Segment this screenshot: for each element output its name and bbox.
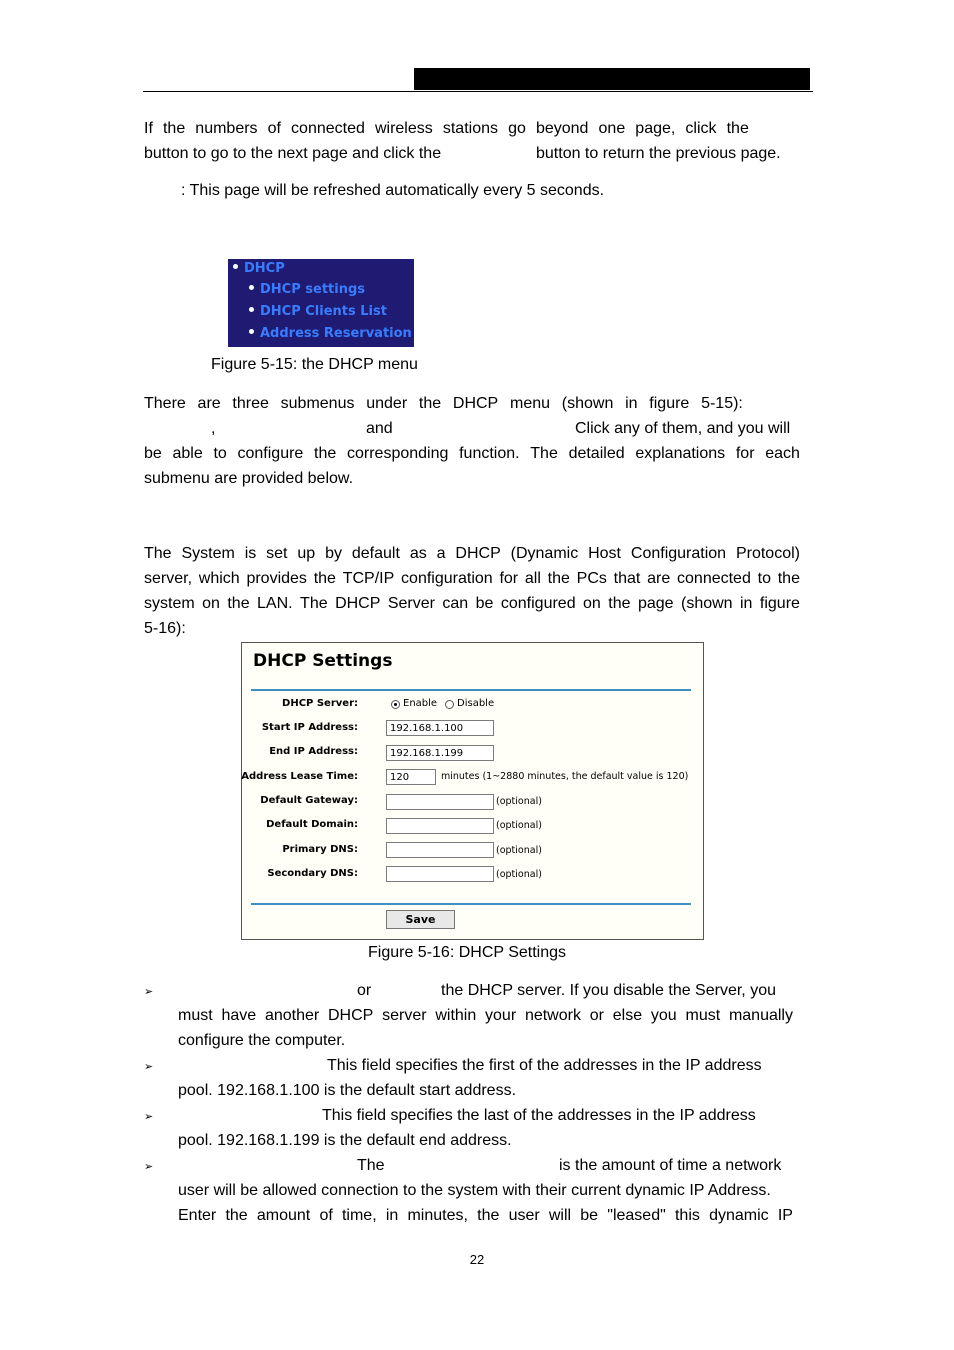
word: the <box>313 570 336 587</box>
word: the <box>314 445 337 462</box>
lease-time-input[interactable]: 120 <box>386 769 436 785</box>
bullet-icon: ➢ <box>144 1161 154 1173</box>
word: PCs <box>576 570 607 587</box>
word: configuration <box>401 570 493 587</box>
word: Server <box>387 595 435 612</box>
word: the <box>726 120 749 137</box>
word: DHCP <box>327 1007 374 1024</box>
word: default <box>351 545 400 562</box>
para1-line2a: button to go to the next page and click the <box>144 145 442 162</box>
enable-radio[interactable] <box>391 700 400 709</box>
word: of <box>319 1207 333 1224</box>
word: one <box>598 120 626 137</box>
default-domain-input[interactable] <box>386 818 494 834</box>
word: numbers <box>195 120 258 137</box>
word: explanations <box>635 445 726 462</box>
bullet2-line1: This field specifies the first of the addresses in the IP address <box>327 1057 762 1074</box>
word: you <box>650 1007 677 1024</box>
word: must <box>685 1007 721 1024</box>
word: go <box>508 120 526 137</box>
menu-item-dhcp-clients-list[interactable]: DHCP Clients List <box>249 304 387 320</box>
word: set <box>266 545 288 562</box>
word: by <box>325 545 342 562</box>
word: (shown <box>561 395 614 412</box>
word: amount <box>256 1207 311 1224</box>
word: page, <box>635 120 676 137</box>
bullet-dot-icon <box>233 264 238 269</box>
optional-note: (optional) <box>496 796 542 807</box>
word: submenus <box>280 395 355 412</box>
word: under <box>366 395 408 412</box>
header-rule <box>143 91 813 92</box>
bullet4-line1b: is the amount of time a network <box>559 1157 782 1174</box>
start-ip-label: Start IP Address: <box>261 722 358 733</box>
default-gateway-label: Default Gateway: <box>260 795 358 806</box>
bullet1-line1b: the DHCP server. If you disable the Server, you <box>441 982 776 999</box>
word: IP <box>777 1207 793 1224</box>
word: for <box>735 445 755 462</box>
word: network <box>524 1007 581 1024</box>
word: of <box>267 120 281 137</box>
word: If <box>144 120 153 137</box>
bullet-dot-icon <box>249 329 254 334</box>
word: DHCP <box>455 545 501 562</box>
word: on <box>202 595 220 612</box>
para2-line2c: Click any of them, and you will <box>575 420 791 437</box>
word: that <box>613 570 641 587</box>
word: three <box>232 395 269 412</box>
dhcp-server-label: DHCP Server: <box>282 698 358 709</box>
word: beyond <box>535 120 589 137</box>
word: connected <box>291 120 365 137</box>
para3-line2 <box>144 566 800 591</box>
bullet1-line2 <box>178 1003 793 1028</box>
optional-note: (optional) <box>496 845 542 856</box>
word: DHCP <box>335 595 381 612</box>
word: figure <box>759 595 800 612</box>
menu-item-dhcp[interactable]: DHCP <box>233 261 285 277</box>
word: the <box>162 120 186 137</box>
para3-line1 <box>144 541 800 566</box>
dhcp-settings-panel <box>241 642 704 940</box>
word: a <box>436 545 446 562</box>
word: detailed <box>568 445 625 462</box>
primary-dns-label: Primary DNS: <box>282 844 358 855</box>
default-domain-label: Default Domain: <box>266 819 358 830</box>
word: manually <box>728 1007 793 1024</box>
word: will <box>548 1207 572 1224</box>
word: your <box>485 1007 517 1024</box>
word: within <box>435 1007 477 1024</box>
word: up <box>297 545 316 562</box>
para1-line1 <box>144 116 749 141</box>
word: System <box>181 545 235 562</box>
word: be <box>580 1207 599 1224</box>
disable-label: Disable <box>457 698 495 709</box>
word: DHCP <box>452 395 499 412</box>
word: (shown <box>680 595 733 612</box>
secondary-dns-label: Secondary DNS: <box>267 868 358 879</box>
bullet3-line2: pool. 192.168.1.199 is the default end address. <box>178 1132 512 1149</box>
word: "leased" <box>607 1207 666 1224</box>
start-ip-input[interactable]: 192.168.1.100 <box>386 720 494 736</box>
word: are <box>197 395 221 412</box>
word: as <box>409 545 427 562</box>
word: the <box>608 595 631 612</box>
para2-line3 <box>144 441 800 466</box>
word: TCP/IP <box>342 570 395 587</box>
menu-item-address-reservation[interactable]: Address Reservation <box>249 326 412 342</box>
word: corresponding <box>346 445 449 462</box>
word: be <box>475 595 494 612</box>
bullet-icon: ➢ <box>144 1111 154 1123</box>
word: LAN. <box>257 595 293 612</box>
end-ip-label: End IP Address: <box>269 746 358 757</box>
word: the <box>225 1207 248 1224</box>
bullet4-line3 <box>178 1203 793 1228</box>
panel-bottom-rule <box>251 903 691 905</box>
lease-time-label: Address Lease Time: <box>241 771 358 782</box>
word: each <box>765 445 800 462</box>
para1-line2b: button to return the previous page. <box>536 145 781 162</box>
bullet1-line1a: or <box>357 982 372 999</box>
para3-line3 <box>144 591 800 616</box>
enable-label: Enable <box>403 698 438 709</box>
word: the <box>418 395 442 412</box>
save-button[interactable]: Save <box>386 910 455 929</box>
dhcp-menu-image <box>228 259 414 347</box>
word: function. <box>459 445 520 462</box>
word: The <box>300 595 328 612</box>
word: user <box>508 1207 540 1224</box>
word: connected <box>677 570 751 587</box>
word: can <box>442 595 469 612</box>
word: Enter <box>178 1207 217 1224</box>
secondary-dns-input[interactable] <box>386 866 494 882</box>
word: wireless <box>374 120 433 137</box>
word: Protocol) <box>735 545 800 562</box>
word: There <box>144 395 186 412</box>
header-bar <box>414 68 810 90</box>
word: have <box>221 1007 257 1024</box>
word: else <box>612 1007 643 1024</box>
word: another <box>264 1007 320 1024</box>
word: time, <box>341 1207 377 1224</box>
word: all <box>524 570 541 587</box>
para2-line2b: and <box>366 420 393 437</box>
para2-line1 <box>144 391 743 416</box>
word: menu <box>509 395 551 412</box>
word: for <box>499 570 519 587</box>
word: must <box>178 1007 213 1024</box>
figure-5-16-caption: Figure 5-16: DHCP Settings <box>368 944 567 961</box>
menu-item-dhcp-settings[interactable]: DHCP settings <box>249 282 365 298</box>
word: Host <box>588 545 621 562</box>
word: in <box>740 595 753 612</box>
bullet-dot-icon <box>249 307 254 312</box>
word: figure <box>649 395 690 412</box>
word: server <box>382 1007 427 1024</box>
bullet3-line1: This field specifies the last of the addresses in the IP address <box>322 1107 756 1124</box>
word: the <box>777 570 800 587</box>
word: to <box>213 445 227 462</box>
word: The <box>144 545 172 562</box>
word: the <box>477 1207 500 1224</box>
para2-line4: submenu are provided below. <box>144 470 354 487</box>
word: stations <box>442 120 498 137</box>
word: be <box>144 445 162 462</box>
word: (Dynamic <box>510 545 579 562</box>
word: is <box>244 545 257 562</box>
end-ip-input[interactable]: 192.168.1.199 <box>386 745 494 761</box>
bullet-icon: ➢ <box>144 1061 154 1073</box>
word: the <box>227 595 250 612</box>
word: system <box>144 595 195 612</box>
word: in <box>385 1207 399 1224</box>
optional-note: (optional) <box>496 820 542 831</box>
word: in <box>625 395 638 412</box>
bullet2-line2: pool. 192.168.1.100 is the default start address. <box>178 1082 517 1099</box>
word: click <box>685 120 717 137</box>
word: are <box>647 570 671 587</box>
word: able <box>172 445 203 462</box>
optional-note: (optional) <box>496 869 542 880</box>
word: provides <box>246 570 307 587</box>
word: on <box>583 595 601 612</box>
word: this <box>674 1207 700 1224</box>
word: Configuration <box>630 545 727 562</box>
word: to <box>757 570 771 587</box>
word: the <box>547 570 570 587</box>
word: page <box>637 595 674 612</box>
lease-time-note: minutes (1~2880 minutes, the default value is 120) <box>441 771 689 782</box>
bullet4-line2: user will be allowed connection to the system with their current dynamic IP Address. <box>178 1182 771 1199</box>
word: dynamic <box>709 1207 769 1224</box>
primary-dns-input[interactable] <box>386 842 494 858</box>
panel-top-rule <box>251 689 691 691</box>
word: configured <box>500 595 576 612</box>
word: or <box>589 1007 604 1024</box>
para2-line2a: , <box>211 420 216 437</box>
bullet-icon: ➢ <box>144 986 154 998</box>
para3-line4: 5-16): <box>144 620 186 637</box>
bullet4-line1a: The <box>357 1157 385 1174</box>
bullet1-line3: configure the computer. <box>178 1032 346 1049</box>
word: 5-15): <box>701 395 743 412</box>
word: minutes, <box>407 1207 468 1224</box>
panel-title: DHCP Settings <box>253 651 393 671</box>
note-text: : This page will be refreshed automatically every 5 seconds. <box>181 182 605 199</box>
figure-5-15-caption: Figure 5-15: the DHCP menu <box>211 356 418 373</box>
word: which <box>198 570 240 587</box>
word: The <box>530 445 558 462</box>
word: configure <box>237 445 304 462</box>
page-number: 22 <box>469 1252 485 1267</box>
disable-radio[interactable] <box>445 700 454 709</box>
default-gateway-input[interactable] <box>386 794 494 810</box>
word: server, <box>144 570 193 587</box>
bullet-dot-icon <box>249 285 254 290</box>
